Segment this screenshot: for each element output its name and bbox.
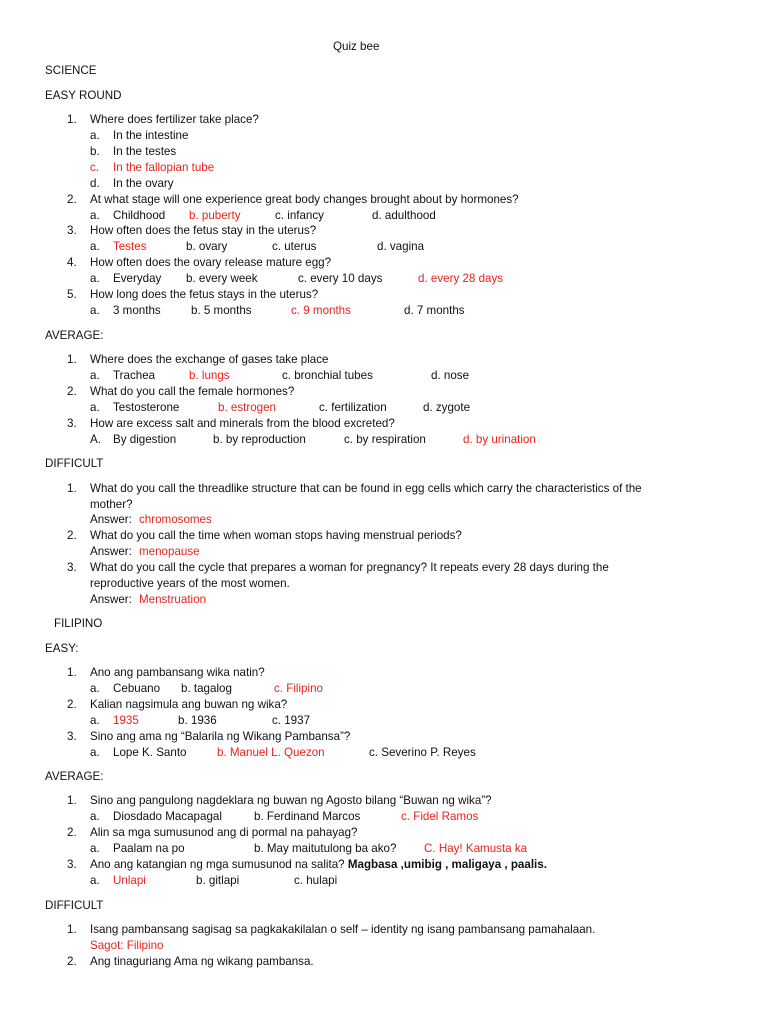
option-text: c. hulapi: [294, 874, 338, 887]
question-text: What do you call the threadlike structure that can be found in egg cells which carry the characteristics of the: [90, 482, 642, 495]
subheading-average: AVERAGE:: [45, 770, 104, 783]
answer-label: Answer:: [90, 593, 132, 606]
question-text: Alin sa mga sumusunod ang di pormal na pahayag?: [90, 826, 358, 839]
answer-text: chromosomes: [139, 513, 212, 526]
question-number: 1.: [67, 666, 77, 679]
option-text: Cebuano: [113, 682, 161, 695]
question-number: 5.: [67, 288, 77, 301]
option-text-correct: Testes: [113, 240, 147, 253]
question-number: 1.: [67, 113, 77, 126]
option-text: In the ovary: [113, 177, 174, 190]
question-text: At what stage will one experience great body changes brought about by hormones?: [90, 193, 519, 206]
option-letter: a.: [90, 272, 100, 285]
section-heading-science: SCIENCE: [45, 64, 97, 77]
document-title: Quiz bee: [333, 40, 380, 53]
option-text: In the intestine: [113, 129, 189, 142]
option-text: c. by respiration: [344, 433, 426, 446]
option-letter: a.: [90, 369, 100, 382]
option-text: b. every week: [186, 272, 258, 285]
question-number: 2.: [67, 698, 77, 711]
question-text: Ano ang pambansang wika natin?: [90, 666, 265, 679]
question-text: What do you call the female hormones?: [90, 385, 295, 398]
option-text-correct: b. lungs: [189, 369, 230, 382]
option-text: d. nose: [431, 369, 470, 382]
option-text: 3 months: [113, 304, 161, 317]
option-text: Lope K. Santo: [113, 746, 187, 759]
question-number: 1.: [67, 794, 77, 807]
question-text-continued: reproductive years of the most women.: [90, 577, 290, 590]
question-number: 2.: [67, 385, 77, 398]
option-text: c. bronchial tubes: [282, 369, 373, 382]
option-text: b. tagalog: [181, 682, 232, 695]
option-letter: a.: [90, 240, 100, 253]
option-text: b. May maitutulong ba ako?: [254, 842, 397, 855]
subheading-easy: EASY:: [45, 642, 79, 655]
option-text-correct: 1935: [113, 714, 139, 727]
question-text: How are excess salt and minerals from the blood excreted?: [90, 417, 395, 430]
option-text: b. gitlapi: [196, 874, 240, 887]
option-letter: a.: [90, 304, 100, 317]
question-number: 3.: [67, 561, 77, 574]
option-letter: a.: [90, 682, 100, 695]
option-text-correct: Unlapi: [113, 874, 146, 887]
question-emphasis: Magbasa ,umibig , maligaya , paalis.: [347, 858, 547, 871]
question-text: How often does the fetus stay in the uterus?: [90, 224, 317, 237]
option-text-correct: d. by urination: [463, 433, 536, 446]
question-text: What do you call the cycle that prepares a woman for pregnancy? It repeats every 28 days during the: [90, 561, 609, 574]
question-number: 2.: [67, 529, 77, 542]
option-text: b. Ferdinand Marcos: [254, 810, 361, 823]
subheading-average: AVERAGE:: [45, 329, 104, 342]
option-text: b. by reproduction: [213, 433, 306, 446]
option-text-correct: b. Manuel L. Quezon: [217, 746, 325, 759]
question-text-continued: mother?: [90, 498, 133, 511]
option-text-correct: b. estrogen: [218, 401, 277, 414]
question-number: 3.: [67, 417, 77, 430]
question-number: 3.: [67, 224, 77, 237]
option-text: By digestion: [113, 433, 177, 446]
option-text: d. 7 months: [404, 304, 465, 317]
question-number: 1.: [67, 923, 77, 936]
subheading-difficult: DIFFICULT: [45, 899, 104, 912]
option-text: d. vagina: [377, 240, 425, 253]
answer-text: Menstruation: [139, 593, 207, 606]
option-text: d. zygote: [423, 401, 471, 414]
option-text: Paalam na po: [113, 842, 185, 855]
option-letter: A.: [90, 433, 101, 446]
option-letter: a.: [90, 714, 100, 727]
option-text-correct: d. every 28 days: [418, 272, 504, 285]
question-text: How long does the fetus stays in the uterus?: [90, 288, 319, 301]
question-number: 2.: [67, 955, 77, 968]
option-text: c. uterus: [272, 240, 317, 253]
question-text: Ano ang katangian ng mga sumusunod na salita?: [90, 858, 345, 871]
option-letter: b.: [90, 145, 100, 158]
option-text: In the testes: [113, 145, 177, 158]
option-text: b. 5 months: [191, 304, 252, 317]
answer-text: Sagot: Filipino: [90, 939, 164, 952]
option-text: c. infancy: [275, 209, 324, 222]
option-letter: a.: [90, 401, 100, 414]
section-heading-filipino: FILIPINO: [54, 617, 103, 630]
option-letter: a.: [90, 129, 100, 142]
option-text: Childhood: [113, 209, 166, 222]
question-text: Sino ang ama ng “Balarila ng Wikang Pambansa”?: [90, 730, 351, 743]
option-text: d. adulthood: [372, 209, 436, 222]
question-number: 1.: [67, 353, 77, 366]
subheading-difficult: DIFFICULT: [45, 457, 104, 470]
option-letter: a.: [90, 874, 100, 887]
answer-text: menopause: [139, 545, 200, 558]
option-letter: a.: [90, 842, 100, 855]
question-text: Kalian nagsimula ang buwan ng wika?: [90, 698, 288, 711]
option-text: Everyday: [113, 272, 162, 285]
option-text-correct: c. Fidel Ramos: [401, 810, 479, 823]
option-letter-correct: c.: [90, 161, 100, 174]
option-text: c. Severino P. Reyes: [369, 746, 476, 759]
option-text: Diosdado Macapagal: [113, 810, 222, 823]
answer-label: Answer:: [90, 545, 132, 558]
question-number: 2.: [67, 826, 77, 839]
question-text: Sino ang pangulong nagdeklara ng buwan ng Agosto bilang “Buwan ng wika”?: [90, 794, 492, 807]
question-number: 2.: [67, 193, 77, 206]
option-letter: a.: [90, 746, 100, 759]
question-text: Isang pambansang sagisag sa pagkakakilalan o self – identity ng isang pambansang pamahalaan.: [90, 923, 596, 936]
question-text: Ang tinaguriang Ama ng wikang pambansa.: [90, 955, 314, 968]
option-letter: a.: [90, 209, 100, 222]
question-number: 4.: [67, 256, 77, 269]
question-text: How often does the ovary release mature egg?: [90, 256, 332, 269]
option-text-correct: In the fallopian tube: [113, 161, 215, 174]
option-text-correct: b. puberty: [189, 209, 241, 222]
question-text-with-emphasis: [90, 858, 547, 872]
question-text: Where does the exchange of gases take place: [90, 353, 329, 366]
option-text-correct: c. Filipino: [274, 682, 323, 695]
option-text-correct: C. Hay! Kamusta ka: [424, 842, 528, 855]
option-text: c. fertilization: [319, 401, 387, 414]
answer-label: Answer:: [90, 513, 132, 526]
option-text: c. 1937: [272, 714, 311, 727]
option-text: Testosterone: [113, 401, 180, 414]
option-letter: a.: [90, 810, 100, 823]
question-number: 3.: [67, 730, 77, 743]
question-number: 3.: [67, 858, 77, 871]
option-text: b. ovary: [186, 240, 228, 253]
question-text: What do you call the time when woman stops having menstrual periods?: [90, 529, 462, 542]
option-text-correct: c. 9 months: [291, 304, 351, 317]
option-letter: d.: [90, 177, 100, 190]
question-number: 1.: [67, 482, 77, 495]
option-text: b. 1936: [178, 714, 217, 727]
option-text: Trachea: [113, 369, 156, 382]
subheading-easy-round: EASY ROUND: [45, 89, 122, 102]
option-text: c. every 10 days: [298, 272, 383, 285]
question-text: Where does fertilizer take place?: [90, 113, 259, 126]
